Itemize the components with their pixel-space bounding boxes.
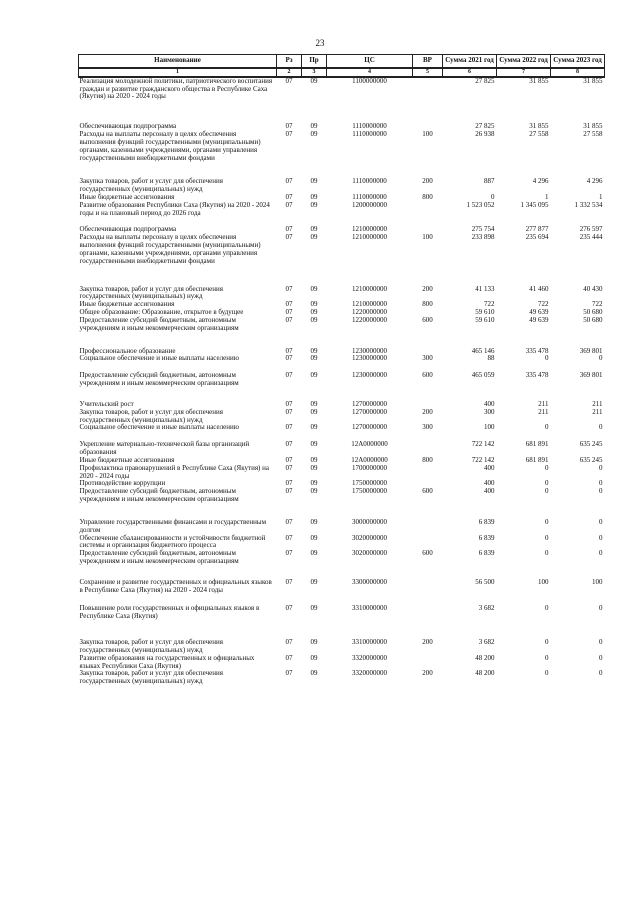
row-sum-2021: 48 200 xyxy=(475,669,495,678)
row-sum-2022: 0 xyxy=(545,638,549,647)
row-sum-2023: 1 xyxy=(599,193,603,201)
table-row xyxy=(79,639,605,655)
row-sum-2023: 0 xyxy=(599,487,603,496)
row-sum-2022: 31 855 xyxy=(529,122,549,131)
table-row xyxy=(79,409,605,425)
table-header-row xyxy=(79,55,605,69)
row-rz: 07 xyxy=(285,233,293,242)
row-name: Закупка товаров, работ и услуг для обеспечения государственных (муниципальных) нужд xyxy=(79,669,223,686)
row-rz: 07 xyxy=(285,399,293,408)
header-name: Наименование xyxy=(79,55,277,69)
row-sum-2021: 465 146 xyxy=(471,346,495,355)
row-pr: 09 xyxy=(310,423,318,432)
row-sum-2023: 0 xyxy=(599,653,603,662)
row-pr: 09 xyxy=(310,225,318,234)
row-cs: 12А0000000 xyxy=(351,440,388,449)
row-sum-2023: 0 xyxy=(599,479,603,488)
row-rz: 07 xyxy=(285,371,293,380)
row-rz: 07 xyxy=(285,354,293,363)
row-vr xyxy=(413,202,443,227)
row-vr: 800 xyxy=(422,455,433,464)
table-row xyxy=(79,605,605,639)
row-sum-2023: 0 xyxy=(599,638,603,647)
row-cs: 1220000000 xyxy=(352,315,387,324)
row-rz: 07 xyxy=(285,549,293,558)
row-sum-2022: 335 478 xyxy=(525,371,549,380)
row-sum-2021: 722 xyxy=(484,300,495,309)
row-sum-2022: 211 xyxy=(538,407,549,416)
row-vr xyxy=(413,465,443,481)
row-sum-2022: 1 345 095 xyxy=(520,200,549,209)
row-vr: 100 xyxy=(422,233,433,242)
row-name: Закупка товаров, работ и услуг для обеспечения государственных (муниципальных) нужд xyxy=(79,177,223,194)
row-cs: 3310000000 xyxy=(352,604,387,613)
row-name: Развитие образования на государственных и официальных языках Республики Саха (Якутия) xyxy=(79,653,255,670)
column-number-row xyxy=(79,68,605,77)
row-sum-2023: 276 597 xyxy=(579,225,603,234)
row-cs: 1700000000 xyxy=(352,463,387,472)
row-vr: 600 xyxy=(422,549,433,558)
row-cs: 1750000000 xyxy=(352,479,387,488)
row-pr: 09 xyxy=(310,463,318,472)
row-cs: 1270000000 xyxy=(352,407,387,416)
column-number: 4 xyxy=(327,68,413,77)
row-sum-2022: 277 877 xyxy=(525,225,549,234)
row-sum-2022: 0 xyxy=(545,487,549,496)
column-number: 5 xyxy=(413,68,443,77)
row-rz: 07 xyxy=(285,225,293,234)
row-vr: 800 xyxy=(422,193,433,201)
row-pr: 09 xyxy=(310,354,318,363)
row-name: Социальное обеспечение и иные выплаты населению xyxy=(79,423,239,432)
row-rz: 07 xyxy=(285,122,293,131)
row-vr xyxy=(413,605,443,639)
row-cs: 1230000000 xyxy=(352,354,387,363)
row-sum-2022: 0 xyxy=(545,479,549,488)
row-sum-2021: 56 500 xyxy=(475,577,495,586)
row-rz: 07 xyxy=(285,604,293,613)
row-name: Обеспечивающая подпрограмма xyxy=(79,225,177,234)
row-sum-2023: 0 xyxy=(599,669,603,678)
row-sum-2022: 681 891 xyxy=(525,440,549,449)
row-name: Предоставление субсидий бюджетным, автономным учреждениям и иным некоммерческим организациям xyxy=(79,371,239,388)
header-cs: ЦС xyxy=(327,55,413,69)
row-sum-2021: 26 938 xyxy=(475,130,495,139)
row-cs: 1270000000 xyxy=(352,399,387,408)
header-pr: Пр xyxy=(302,55,327,69)
row-vr: 200 xyxy=(422,638,433,647)
budget-table xyxy=(78,54,605,686)
row-name: Профессиональное образование xyxy=(79,346,176,355)
row-pr: 09 xyxy=(310,399,318,408)
row-sum-2023: 369 801 xyxy=(579,346,603,355)
row-name: Противодействие коррупции xyxy=(79,479,166,488)
row-rz: 07 xyxy=(285,177,293,186)
row-sum-2022: 1 xyxy=(545,193,549,201)
row-rz: 07 xyxy=(285,669,293,678)
row-rz: 07 xyxy=(285,533,293,542)
row-sum-2022: 0 xyxy=(545,354,549,363)
row-cs: 1200000000 xyxy=(352,200,387,209)
row-cs: 1100000000 xyxy=(352,76,387,85)
table-row xyxy=(79,519,605,535)
table-row xyxy=(79,317,605,348)
table-row xyxy=(79,535,605,551)
row-name: Социальное обеспечение и иные выплаты населению xyxy=(79,354,239,363)
row-cs: 1110000000 xyxy=(352,130,387,139)
row-name: Иные бюджетные ассигнования xyxy=(79,455,175,464)
row-sum-2023: 211 xyxy=(592,407,603,416)
row-name: Обеспечивающая подпрограмма xyxy=(79,122,177,131)
row-sum-2022: 49 639 xyxy=(529,315,549,324)
row-sum-2021: 400 xyxy=(484,479,495,488)
row-name: Предоставление субсидий бюджетным, автономным учреждениям и иным некоммерческим организациям xyxy=(79,315,239,332)
column-number: 1 xyxy=(79,68,277,77)
row-rz: 07 xyxy=(285,76,293,85)
row-vr: 200 xyxy=(422,284,433,293)
row-name: Учительский рост xyxy=(79,399,134,408)
row-vr: 200 xyxy=(422,407,433,416)
row-pr: 09 xyxy=(310,455,318,464)
row-sum-2021: 3 682 xyxy=(478,638,495,647)
row-pr: 09 xyxy=(310,479,318,488)
row-pr: 09 xyxy=(310,233,318,242)
row-cs: 1110000000 xyxy=(352,122,387,131)
row-cs: 1110000000 xyxy=(352,193,387,201)
row-sum-2022: 0 xyxy=(545,549,549,558)
row-sum-2022: 31 855 xyxy=(529,76,549,85)
table-row xyxy=(79,372,605,401)
row-cs: 1210000000 xyxy=(352,233,387,242)
row-name: Сохранение и развитие государственных и официальных языков в Республике Саха (Якутия) на 2020 - 2024 годы xyxy=(79,577,272,594)
row-sum-2021: 465 059 xyxy=(471,371,495,380)
row-cs: 3320000000 xyxy=(352,653,387,662)
row-vr: 600 xyxy=(422,371,433,380)
row-pr: 09 xyxy=(310,638,318,647)
row-pr: 09 xyxy=(310,533,318,542)
row-sum-2021: 6 839 xyxy=(478,517,495,526)
row-sum-2022: 0 xyxy=(545,653,549,662)
row-sum-2022: 335 478 xyxy=(525,346,549,355)
row-rz: 07 xyxy=(285,284,293,293)
row-rz: 07 xyxy=(285,200,293,209)
row-rz: 07 xyxy=(285,577,293,586)
row-name: Профилактика правонарушений в Республике Саха (Якутия) на 2020 - 2024 годы xyxy=(79,463,269,480)
row-sum-2022: 0 xyxy=(545,423,549,432)
row-vr: 600 xyxy=(422,487,433,496)
column-number: 7 xyxy=(497,68,551,77)
row-cs: 3020000000 xyxy=(352,549,387,558)
row-sum-2023: 40 430 xyxy=(583,284,603,293)
header-vr: ВР xyxy=(413,55,443,69)
row-sum-2021: 300 xyxy=(484,407,495,416)
row-sum-2022: 100 xyxy=(538,577,549,586)
row-name: Предоставление субсидий бюджетным, автономным учреждениям и иным некоммерческим организациям xyxy=(79,487,239,504)
row-rz: 07 xyxy=(285,479,293,488)
row-sum-2023: 211 xyxy=(592,399,603,408)
row-sum-2021: 722 142 xyxy=(471,440,495,449)
row-pr: 09 xyxy=(310,346,318,355)
table-row xyxy=(79,202,605,227)
page-number: 23 xyxy=(315,38,325,48)
row-sum-2022: 0 xyxy=(545,517,549,526)
row-cs: 3320000000 xyxy=(352,669,387,678)
row-sum-2023: 50 680 xyxy=(583,308,603,317)
row-rz: 07 xyxy=(285,407,293,416)
row-name: Укрепление материально-технической базы организаций образования xyxy=(79,440,250,457)
row-cs: 1230000000 xyxy=(352,371,387,380)
row-pr: 09 xyxy=(310,130,318,139)
column-number: 6 xyxy=(443,68,497,77)
row-sum-2023: 27 558 xyxy=(583,130,603,139)
row-sum-2023: 722 xyxy=(592,300,603,309)
table-row xyxy=(79,465,605,481)
row-sum-2023: 50 680 xyxy=(583,315,603,324)
row-name: Общее образование: Образование, открытое в будущее xyxy=(79,308,244,317)
row-sum-2021: 48 200 xyxy=(475,653,495,662)
row-sum-2021: 88 xyxy=(487,354,495,363)
row-name: Закупка товаров, работ и услуг для обеспечения государственных (муниципальных) нужд xyxy=(79,638,223,654)
table-row xyxy=(79,655,605,671)
row-name: Повышение роли государственных и официальных языков в Республике Саха (Якутия) xyxy=(79,604,260,621)
row-sum-2021: 27 825 xyxy=(475,122,495,131)
row-pr: 09 xyxy=(310,371,318,380)
row-pr: 09 xyxy=(310,193,318,201)
row-rz: 07 xyxy=(285,193,293,201)
table-row xyxy=(79,131,605,178)
row-vr: 300 xyxy=(422,354,433,363)
row-name: Реализация молодежной политики, патриотического воспитания граждан и развитие гражданского общества в Республике Саха (Якутия) на 2020 - 2024 годы xyxy=(79,76,273,101)
row-rz: 07 xyxy=(285,300,293,309)
row-sum-2021: 6 839 xyxy=(478,549,495,558)
row-name: Обеспечение сбалансированности и устойчивости бюджетной системы и организация бюджетного процесса xyxy=(79,533,266,550)
row-vr: 600 xyxy=(422,315,433,324)
row-pr: 09 xyxy=(310,284,318,293)
row-rz: 07 xyxy=(285,315,293,324)
row-sum-2021: 41 133 xyxy=(475,284,495,293)
row-rz: 07 xyxy=(285,653,293,662)
row-rz: 07 xyxy=(285,423,293,432)
row-vr: 800 xyxy=(422,300,433,309)
row-sum-2022: 681 891 xyxy=(525,455,549,464)
row-sum-2022: 722 xyxy=(538,300,549,309)
table-row xyxy=(79,424,605,441)
row-sum-2023: 0 xyxy=(599,463,603,472)
row-sum-2022: 4 296 xyxy=(532,177,549,186)
row-pr: 09 xyxy=(310,315,318,324)
row-sum-2021: 59 610 xyxy=(475,308,495,317)
row-sum-2021: 27 825 xyxy=(475,76,495,85)
row-rz: 07 xyxy=(285,638,293,647)
row-name: Закупка товаров, работ и услуг для обеспечения государственных (муниципальных) нужд xyxy=(79,284,223,301)
row-cs: 1210000000 xyxy=(352,300,387,309)
row-sum-2022: 0 xyxy=(545,533,549,542)
table-row xyxy=(79,579,605,606)
row-sum-2021: 0 xyxy=(491,193,495,201)
row-sum-2021: 233 898 xyxy=(471,233,495,242)
row-sum-2022: 0 xyxy=(545,669,549,678)
row-sum-2023: 0 xyxy=(599,517,603,526)
row-sum-2021: 6 839 xyxy=(478,533,495,542)
row-sum-2022: 211 xyxy=(538,399,549,408)
row-vr xyxy=(413,655,443,671)
row-pr: 09 xyxy=(310,653,318,662)
row-cs: 3310000000 xyxy=(352,638,387,647)
row-rz: 07 xyxy=(285,517,293,526)
row-cs: 12А0000000 xyxy=(351,455,388,464)
row-sum-2021: 1 523 052 xyxy=(466,200,495,209)
row-cs: 1270000000 xyxy=(352,423,387,432)
row-sum-2022: 27 558 xyxy=(529,130,549,139)
row-vr xyxy=(413,519,443,535)
header-sum-2022: Сумма 2022 год xyxy=(497,55,551,69)
table-row xyxy=(79,286,605,302)
row-vr: 100 xyxy=(422,130,433,139)
row-pr: 09 xyxy=(310,604,318,613)
row-sum-2023: 0 xyxy=(599,549,603,558)
row-pr: 09 xyxy=(310,200,318,209)
row-pr: 09 xyxy=(310,577,318,586)
row-sum-2021: 400 xyxy=(484,463,495,472)
row-name: Управление государственными финансами и государственным долгом xyxy=(79,517,267,534)
row-sum-2023: 1 332 534 xyxy=(574,200,603,209)
row-rz: 07 xyxy=(285,463,293,472)
row-sum-2021: 722 142 xyxy=(471,455,495,464)
row-vr xyxy=(413,441,443,457)
row-pr: 09 xyxy=(310,517,318,526)
column-number: 3 xyxy=(302,68,327,77)
row-name: Расходы на выплаты персоналу в целях обеспечения выполнения функций государственными (муниципальными) органами, казенными учреждениями, органами управления государственными внебюджетными фондами xyxy=(79,233,261,265)
row-sum-2021: 59 610 xyxy=(475,315,495,324)
row-sum-2022: 235 694 xyxy=(525,233,549,242)
row-pr: 09 xyxy=(310,308,318,317)
row-rz: 07 xyxy=(285,308,293,317)
row-pr: 09 xyxy=(310,669,318,678)
row-sum-2023: 235 444 xyxy=(579,233,603,242)
row-sum-2022: 41 460 xyxy=(529,284,549,293)
row-cs: 1210000000 xyxy=(352,284,387,293)
table-row xyxy=(79,488,605,519)
row-cs: 1220000000 xyxy=(352,308,387,317)
header-sum-2021: Сумма 2021 год xyxy=(443,55,497,69)
table-row xyxy=(79,670,605,686)
row-vr xyxy=(413,535,443,551)
row-cs: 1210000000 xyxy=(352,225,387,234)
row-sum-2021: 400 xyxy=(484,399,495,408)
row-sum-2022: 0 xyxy=(545,604,549,613)
row-sum-2023: 0 xyxy=(599,354,603,363)
row-vr xyxy=(413,77,443,123)
row-cs: 3300000000 xyxy=(352,577,387,586)
row-sum-2021: 400 xyxy=(484,487,495,496)
row-sum-2023: 369 801 xyxy=(579,371,603,380)
row-sum-2022: 49 639 xyxy=(529,308,549,317)
row-sum-2022: 0 xyxy=(545,463,549,472)
row-sum-2021: 275 754 xyxy=(471,225,495,234)
table-row xyxy=(79,77,605,123)
row-sum-2023: 31 855 xyxy=(583,76,603,85)
row-cs: 1110000000 xyxy=(352,177,387,186)
table-row xyxy=(79,234,605,285)
row-sum-2023: 100 xyxy=(592,577,603,586)
row-rz: 07 xyxy=(285,130,293,139)
row-pr: 09 xyxy=(310,300,318,309)
row-cs: 1230000000 xyxy=(352,346,387,355)
row-pr: 09 xyxy=(310,76,318,85)
row-vr xyxy=(413,579,443,606)
column-number: 2 xyxy=(277,68,302,77)
row-sum-2023: 635 245 xyxy=(579,455,603,464)
row-pr: 09 xyxy=(310,549,318,558)
row-sum-2023: 635 245 xyxy=(579,440,603,449)
row-rz: 07 xyxy=(285,440,293,449)
row-rz: 07 xyxy=(285,346,293,355)
table-row xyxy=(79,178,605,194)
row-name: Иные бюджетные ассигнования xyxy=(79,193,175,201)
header-rz: Рз xyxy=(277,55,302,69)
row-cs: 1750000000 xyxy=(352,487,387,496)
column-number: 8 xyxy=(551,68,605,77)
row-pr: 09 xyxy=(310,487,318,496)
row-pr: 09 xyxy=(310,440,318,449)
table-row xyxy=(79,441,605,457)
header-sum-2023: Сумма 2023 год xyxy=(551,55,605,69)
row-name: Закупка товаров, работ и услуг для обеспечения государственных (муниципальных) нужд xyxy=(79,407,223,424)
row-vr: 300 xyxy=(422,423,433,432)
row-pr: 09 xyxy=(310,122,318,131)
row-sum-2023: 4 296 xyxy=(586,177,603,186)
row-sum-2023: 0 xyxy=(599,533,603,542)
row-rz: 07 xyxy=(285,455,293,464)
row-pr: 09 xyxy=(310,177,318,186)
row-sum-2021: 100 xyxy=(484,423,495,432)
row-vr: 200 xyxy=(422,177,433,186)
row-rz: 07 xyxy=(285,487,293,496)
row-sum-2023: 31 855 xyxy=(583,122,603,131)
row-sum-2021: 3 682 xyxy=(478,604,495,613)
table-row xyxy=(79,355,605,372)
row-name: Расходы на выплаты персоналу в целях обеспечения выполнения функций государственными (муниципальными) органами, казенными учреждениями, органами управления государственными внебюджетными фондами xyxy=(79,130,261,162)
row-sum-2023: 0 xyxy=(599,423,603,432)
row-cs: 3000000000 xyxy=(352,517,387,526)
row-cs: 3020000000 xyxy=(352,533,387,542)
row-name: Предоставление субсидий бюджетным, автономным учреждениям и иным некоммерческим организациям xyxy=(79,549,239,565)
row-vr: 200 xyxy=(422,669,433,678)
row-sum-2021: 887 xyxy=(484,177,495,186)
row-name: Иные бюджетные ассигнования xyxy=(79,300,175,309)
row-pr: 09 xyxy=(310,407,318,416)
table-row xyxy=(79,550,605,579)
row-name: Развитие образования Республики Саха (Якутия) на 2020 - 2024 годы и на плановый период до 2026 года xyxy=(79,200,270,217)
row-sum-2023: 0 xyxy=(599,604,603,613)
